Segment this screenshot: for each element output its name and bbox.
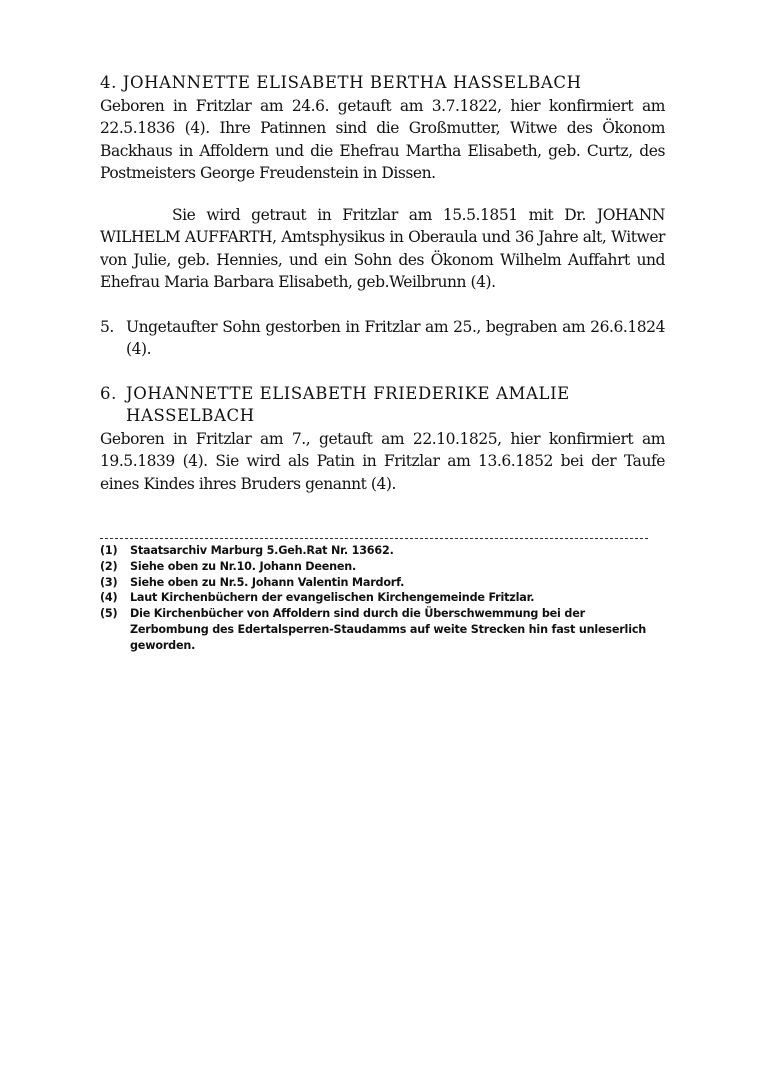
entry-5 xyxy=(100,316,665,361)
footnote-separator xyxy=(100,538,648,539)
footnote xyxy=(100,606,660,653)
entry-6-number: 6. xyxy=(100,383,117,403)
footnote-text: Die Kirchenbücher von Affoldern sind durch die Überschwemmung bei der Zerbombung des Edertalsperren-Staudamms auf weite Strecken hin fast unleserlich geworden. xyxy=(130,607,647,652)
entry-6-heading: JOHANNETTE ELISABETH FRIEDERIKE AMALIE HASSELBACH xyxy=(126,383,570,425)
footnote xyxy=(100,543,660,559)
entry-5-text: Ungetaufter Sohn gestorben in Fritzlar am 25., begraben am 26.6.1824 (4). xyxy=(126,317,665,358)
footnote xyxy=(100,590,660,606)
entry-6-paragraph: Geboren in Fritzlar am 7., getauft am 22.10.1825, hier konfirmiert am 19.5.1839 (4). Sie wird als Patin in Fritzlar am 13.6.1852 bei der Taufe eines Kindes ihres Bruders genannt (4). xyxy=(100,429,665,493)
footnote-number: (1) xyxy=(100,544,118,557)
footnote-number: (4) xyxy=(100,591,118,605)
footnote-text: Siehe oben zu Nr.10. Johann Deenen. xyxy=(130,559,357,573)
footnotes xyxy=(100,543,660,654)
entry-4 xyxy=(100,72,665,185)
footnote xyxy=(100,559,660,575)
footnote-text: Staatsarchiv Marburg 5.Geh.Rat Nr. 13662. xyxy=(130,544,394,557)
entry-5-number: 5. xyxy=(100,317,114,336)
entry-4-heading: 4. JOHANNETTE ELISABETH BERTHA HASSELBACH xyxy=(100,73,582,92)
footnote-text: Laut Kirchenbüchern der evangelischen Kirchengemeinde Fritzlar. xyxy=(130,591,535,605)
entry-4-paragraph-1: Geboren in Fritzlar am 24.6. getauft am 3.7.1822, hier konfirmiert am 22.5.1836 (4). Ihre Patinnen sind die Großmutter, Witwe des Ökonom Backhaus in Affoldern und die Ehefrau Martha Elisabeth, geb. Curtz, des Postmeisters George Freudenstein in Dissen. xyxy=(100,96,665,182)
footnote xyxy=(100,575,660,591)
footnote-number: (3) xyxy=(100,575,118,589)
entry-4-paragraph-2: Sie wird getraut in Fritzlar am 15.5.1851 mit Dr. JOHANN WILHELM AUFFARTH, Amtsphysikus in Oberaula und 36 Jahre alt, Witwer von Julie, geb. Hennies, und ein Sohn des Ökonom Wilhelm Auffahrt und Ehefrau Maria Barbara Elisabeth, geb.Weilbrunn (4). xyxy=(100,205,665,291)
footnote-number: (2) xyxy=(100,559,118,573)
footnote-number: (5) xyxy=(100,607,118,621)
footnote-text: Siehe oben zu Nr.5. Johann Valentin Mardorf. xyxy=(130,575,405,589)
main-text xyxy=(100,72,665,495)
entry-6 xyxy=(100,383,665,496)
entry-6-heading-row xyxy=(100,383,665,428)
